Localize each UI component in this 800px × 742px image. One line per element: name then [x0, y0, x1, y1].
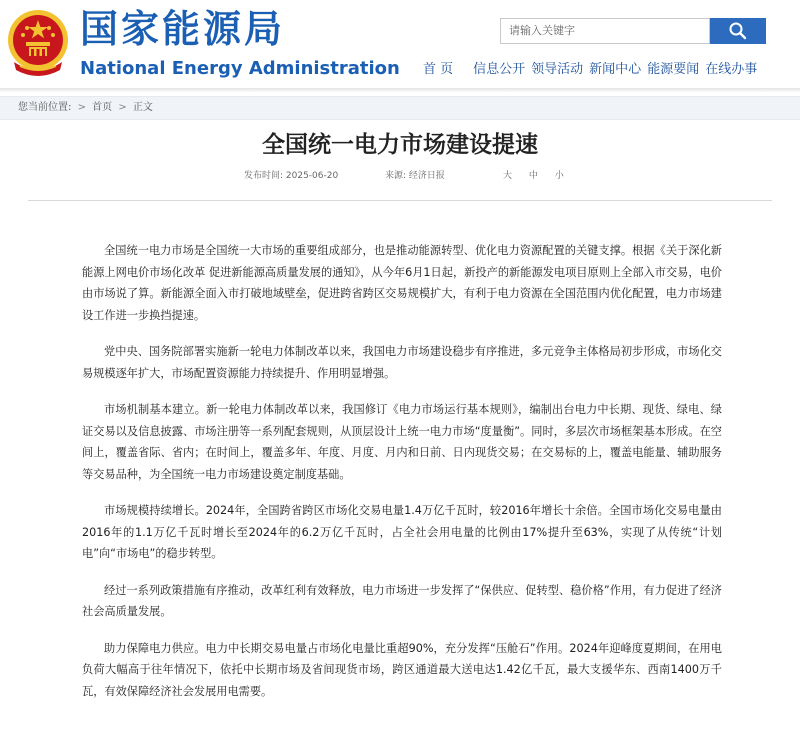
search-button[interactable] — [710, 18, 766, 44]
main-nav — [420, 60, 760, 80]
breadcrumb-separator: > — [77, 102, 86, 113]
article-paragraph: 市场规模持续增长。2024年，全国跨省跨区市场化交易电量1.4万亿千瓦时，较2016年增长十余倍。全国市场化交易电量由2016年的1.1万亿千瓦时增长至2024年的6.2万亿千瓦时，占全社会用电量的比例由17%提升至63%，实现了从传统“计划电”向“市场电”的稳步转型。 — [82, 504, 722, 560]
nav-item-news-center[interactable]: 新闻中心 — [589, 62, 642, 77]
article-body — [82, 240, 722, 717]
nav-item-energy-news[interactable]: 能源要闻 — [647, 62, 700, 77]
nav-item-leadership[interactable]: 领导活动 — [531, 62, 584, 77]
publish-date: 发布时间: 2025-06-20 — [244, 171, 339, 181]
article-paragraph: 助力保障电力供应。电力中长期交易电量占市场化电量比重超90%，充分发挥“压舱石”作用。2024年迎峰度夏期间，在用电负荷大幅高于往年情况下，依托中长期市场及省间现货市场，跨区通道最大送电达1.42亿千瓦，最大支援华东、西南1400万千瓦，有效保障经济社会发展用电需要。 — [82, 641, 722, 698]
font-size-medium[interactable]: 中 — [528, 171, 540, 181]
title-divider — [28, 200, 772, 201]
breadcrumb-separator: > — [118, 102, 127, 113]
nav-item-info-disclosure[interactable]: 信息公开 — [473, 62, 526, 77]
breadcrumb-label: 您当前位置: — [18, 102, 72, 113]
site-title-en[interactable]: National Energy Administration — [80, 58, 400, 79]
search-input[interactable]: 请输入关键字 — [500, 18, 710, 44]
search-icon — [728, 21, 748, 41]
national-emblem-icon[interactable] — [6, 8, 70, 78]
article-paragraph: 市场机制基本建立。新一轮电力体制改革以来，我国修订《电力市场运行基本规则》，编制出台电力中长期、现货、绿电、绿证交易以及信息披露、市场注册等一系列配套规则，从顶层设计上统一电力市场“度量衡”。同时，多层次市场框架基本形成。在空间上，覆盖省际、省内；在时间上，覆盖多年、年度、月度、月内和日前、日内现货交易；在交易标的上，覆盖电能量、辅助服务等交易品种，为全国统一电力市场建设奠定制度基础。 — [82, 403, 722, 481]
article-paragraph: 党中央、国务院部署实施新一轮电力体制改革以来，我国电力市场建设稳步有序推进，多元竞争主体格局初步形成，市场化交易规模逐年扩大，市场配置资源能力持续提升、作用明显增强。 — [82, 345, 722, 380]
nav-item-home[interactable]: 首 页 — [423, 62, 454, 77]
article-meta — [0, 168, 800, 184]
article-source: 来源: 经济日报 — [385, 171, 445, 181]
article-title: 全国统一电力市场建设提速 — [262, 132, 538, 158]
nav-item-online-services[interactable]: 在线办事 — [705, 62, 758, 77]
article-paragraph: 全国统一电力市场是全国统一大市场的重要组成部分，也是推动能源转型、优化电力资源配置的关键支撑。根据《关于深化新能源上网电价市场化改革 促进新能源高质量发展的通知》，从今年6月1日起，新投产的新能源发电项目原则上全部入市交易，电价由市场说了算。新能源全面入市打破地域壁垒，促进跨省跨区交易规模扩大，有利于电力资源在全国范围内优化配置，电力市场建设工作进一步换挡提速。 — [82, 244, 722, 322]
breadcrumb — [0, 96, 800, 120]
breadcrumb-current: 正文 — [132, 102, 153, 113]
site-title-cn[interactable]: 国家能源局 — [80, 7, 286, 51]
article-paragraph: 经过一系列政策措施有序推动，改革红利有效释放，电力市场进一步发挥了“保供应、促转型、稳价格”作用，有力促进了经济社会高质量发展。 — [82, 583, 722, 618]
breadcrumb-home-link[interactable]: 首页 — [92, 102, 113, 113]
font-size-small[interactable]: 小 — [554, 171, 566, 181]
font-size-large[interactable]: 大 — [503, 171, 515, 181]
font-size-switcher — [503, 168, 576, 184]
header-divider — [0, 88, 800, 92]
site-header — [0, 0, 800, 90]
